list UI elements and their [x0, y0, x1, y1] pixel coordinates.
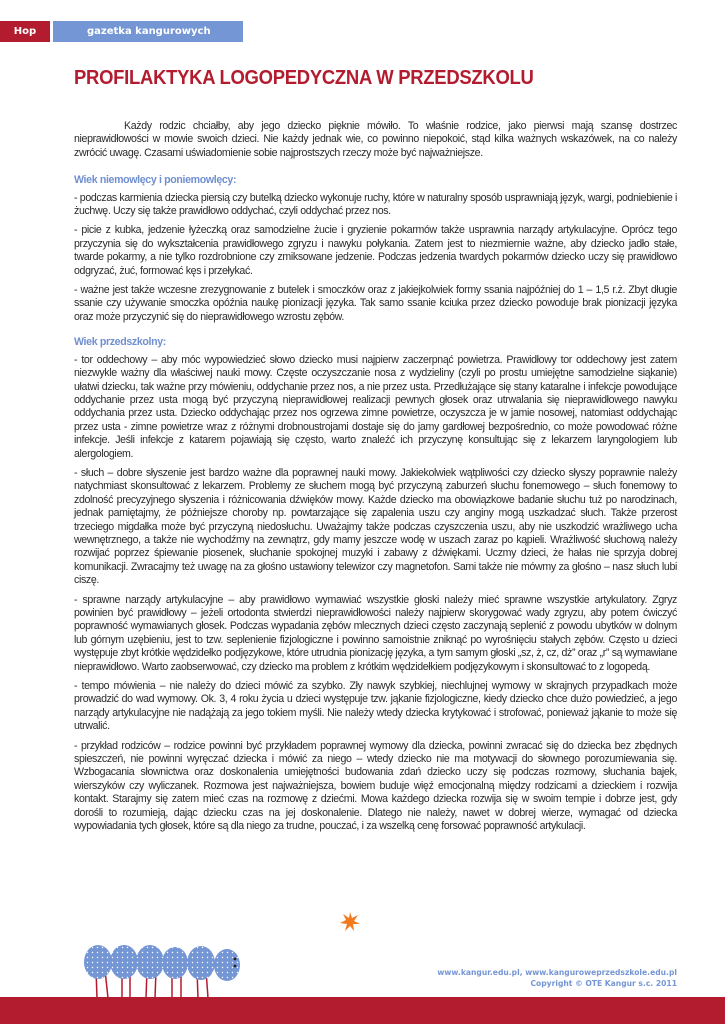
footer-bar [0, 997, 725, 1024]
paragraph: - słuch – dobre słyszenie jest bardzo ważne dla poprawnej nauki mowy. Jakiekolwiek wątpliwości czy dziecko słyszy poprawnie należy natychmiast skonsultować z lekarzem. Problemy ze słuchem mogą być przyczyną zaburzeń słuchu fonemowego – słuch fonemowy to zdolność precyzyjnego słyszenia i różnicowania dźwięków mowy. Każde dziecko ma obowiązkowe badanie słuchu tuż po narodzinach, jednak pamiętajmy, że późniejsze choroby np. powtarzające się zapalenia uszu czy anginy mogą uszkadzać słuch. Także przerost trzeciego migdałka może być przyczyną niedosłuchu. Uważajmy także podczas czyszczenia uszu, aby nie uszkodzić wrażliwego ucha wewnętrznego, a także nie wychodźmy na zewnątrz, gdy mamy jeszcze wodę w uszach zaraz po kąpieli. Wrażliwość słuchową należy rozwijać poprzez śpiewanie piosenek, słuchanie spokojnej muzyki i zabawy z dźwiękami. Uczmy dzieci, że hałas nie sprzyja dobrej komunikacji. Zwracajmy też uwagę na za głośno ustawiony telewizor czy magnetofon. Sami także nie mówmy za głośno – nasz słuch lubi ciszę. [74, 466, 677, 587]
caterpillar-illustration [80, 940, 280, 998]
paragraph: - podczas karmienia dziecka piersią czy butelką dziecko wykonuje ruchy, które w naturalny sposób usprawniają język, wargi, podniebienie i żuchwę. Uczy się także prawidłowo oddychać, czyli oddychać przez nos. [74, 191, 677, 218]
star-icon [340, 912, 360, 932]
page-title: PROFILAKTYKA LOGOPEDYCZNA W PRZEDSZKOLU [74, 66, 534, 89]
section-heading: Wiek niemowlęcy i poniemowlęcy: [74, 174, 237, 187]
section-heading: Wiek przedszkolny: [74, 336, 166, 349]
brand-badge: Hop Siup [0, 21, 50, 42]
paragraph: - przykład rodziców – rodzice powinni być przykładem poprawnej wymowy dla dziecka, powinni zwracać się do dziecka bez zbędnych spieszczeń, nie powinni wyręczać dziecka i mówić za niego – wtedy dziecko nie ma motywacji do słownego porozumiewania się. Wzbogacania słownictwa oraz doskonalenia umiejętności budowania zdań dziecko uczy się podczas rozmowy, słuchania bajek, wierszyków czy wyliczanek. Rozmowa jest najważniejsza, bowiem buduje więź emocjonalną między rodzicami a dzieckiem i rozwija kontakt. Starajmy się zatem mieć czas na rozmowę z dziećmi. Mowa każdego dziecka rozwija się w swoim tempie i dobrze jest, gdy dorośli to rozumieją, dając dziecku czas na jej doskonalenie. Dlatego nie należy, nawet w dobrej wierze, wymagać od dziecka wypowiadania tych głosek, które są dla niego za trudne, pouczać, i za wszelką cenę forsować poprawność artykulacji. [74, 739, 677, 833]
paragraph: - picie z kubka, jedzenie łyżeczką oraz samodzielne żucie i gryzienie pokarmów także usprawnia narządy artykulacyjne. Oprócz tego przyczynia się do wykształcenia prawidłowego zgryzu i nawyku połykania. Zatem jest to niezmiernie ważne, aby dziecko jadło stałe, twarde pokarmy, a nie tylko rozdrobnione czy zmiksowane jedzenie. Podczas jedzenia twardych pokarmów dziecko uczy się prawidłowo odgryzać, żuć, formować kęs i przełykać. [74, 224, 677, 277]
footer-copyright: Copyright © OTE Kangur s.c. 2011 [530, 979, 677, 988]
newsletter-subtitle: gazetka kangurowych przedszkolaków [53, 21, 243, 42]
paragraph: - tempo mówienia – nie należy do dzieci mówić za szybko. Zły nawyk szybkiej, niechlujnej wymowy w skrajnych przypadkach może prowadzić do wad wymowy. Ok. 3, 4 roku życia u dzieci występuje tzw. jąkanie fizjologiczne, kiedy dziecko chce dużo powiedzieć, a jego narządy artykulacyjne nie nadążają za jego tokiem myśli. Nie należy wtedy dziecka krytykować i strofować, ponieważ jąkanie to może się utrwalić. [74, 680, 677, 733]
article-body [74, 120, 677, 840]
intro-paragraph: Każdy rodzic chciałby, aby jego dziecko pięknie mówiło. To właśnie rodzice, jako pierwsi mają szansę dostrzec nieprawidłowości w mowie swoich dzieci. Nie każdy jednak wie, co powinno niepokoić, stąd kilka ważnych wskazówek, na co należy zwrócić uwagę. Czasami uświadomienie sobie najprostszych rzeczy może być najważniejsze. [74, 120, 677, 159]
footer-credits [437, 967, 677, 989]
footer-links[interactable]: www.kangur.edu.pl, www.kanguroweprzedszkole.edu.pl [437, 968, 677, 977]
paragraph: - tor oddechowy – aby móc wypowiedzieć słowo dziecko musi najpierw zaczerpnąć powietrza. Prawidłowy tor oddechowy jest zatem niezwykle ważny dla właściwej nauki mowy. Częste oczyszczanie nosa z wydzieliny (czyli po prostu umiejętne samodzielne siąkanie) ułatwi dziecku, tak ważne przy mówieniu, oddychanie przez nos, a nie przez usta. Przedłużające się stany kataralne i infekcje powodujące oddychanie przez usta mogą być przyczyną nieprawidłowej realizacji pewnych głosek oraz utrwalania się nieprawidłowego nawyku oddychania przez usta. Dziecko oddychając przez nos ogrzewa zimne powietrze, oczyszcza je w jamie nosowej, natomiast oddychając przez usta - zimne powietrze wraz z różnymi drobnoustrojami dostaje się do jamy gardłowej bezpośrednio, co może powodować różne infekcje. Jeśli infekcje z katarem pojawiają się często, warto znaleźć ich przyczynę konsultując się z lekarzem laryngologiem lub alergologiem. [74, 353, 677, 460]
paragraph: - sprawne narządy artykulacyjne – aby prawidłowo wymawiać wszystkie głoski należy mieć sprawne wszystkie artykulatory. Zgryz powinien być prawidłowy – jeżeli ortodonta stwierdzi nieprawidłowości należy najpierw skorygować wady zgryzu, aby potem ćwiczyć poprawność wymawianych głosek. Podczas wypadania zębów mlecznych dzieci często zaczynają seplenić z powodu ubytków w dolnym lub górnym uzębieniu, jest to tzw. seplenienie fizjologiczne i powinno samoistnie zniknąć po wyrośnięciu stałych zębów. Często u dzieci występuje zbyt krótkie wędzidełko podjęzykowe, które utrudnia pionizację języka, a tym samym głoski „sz, ż, cz, dż” oraz „r” są wymawiane nieprawidłowo. Warto zaobserwować, czy dziecko ma problem z krótkim wędzidełkiem podjęzykowym i skonsultować to z logopedą. [74, 593, 677, 673]
paragraph: - ważne jest także wczesne zrezygnowanie z butelek i smoczków oraz z jakiejkolwiek formy ssania najpóźniej do 1 – 1,5 r.ż. Zbyt długie ssanie czy używanie smoczka opóźnia naukę pionizacji języka. Tak samo ssanie kciuka przez dziecko powoduje brak pionizacji języka oraz może przyczynić się do nieprawidłowego wzrostu zębów. [74, 284, 677, 323]
